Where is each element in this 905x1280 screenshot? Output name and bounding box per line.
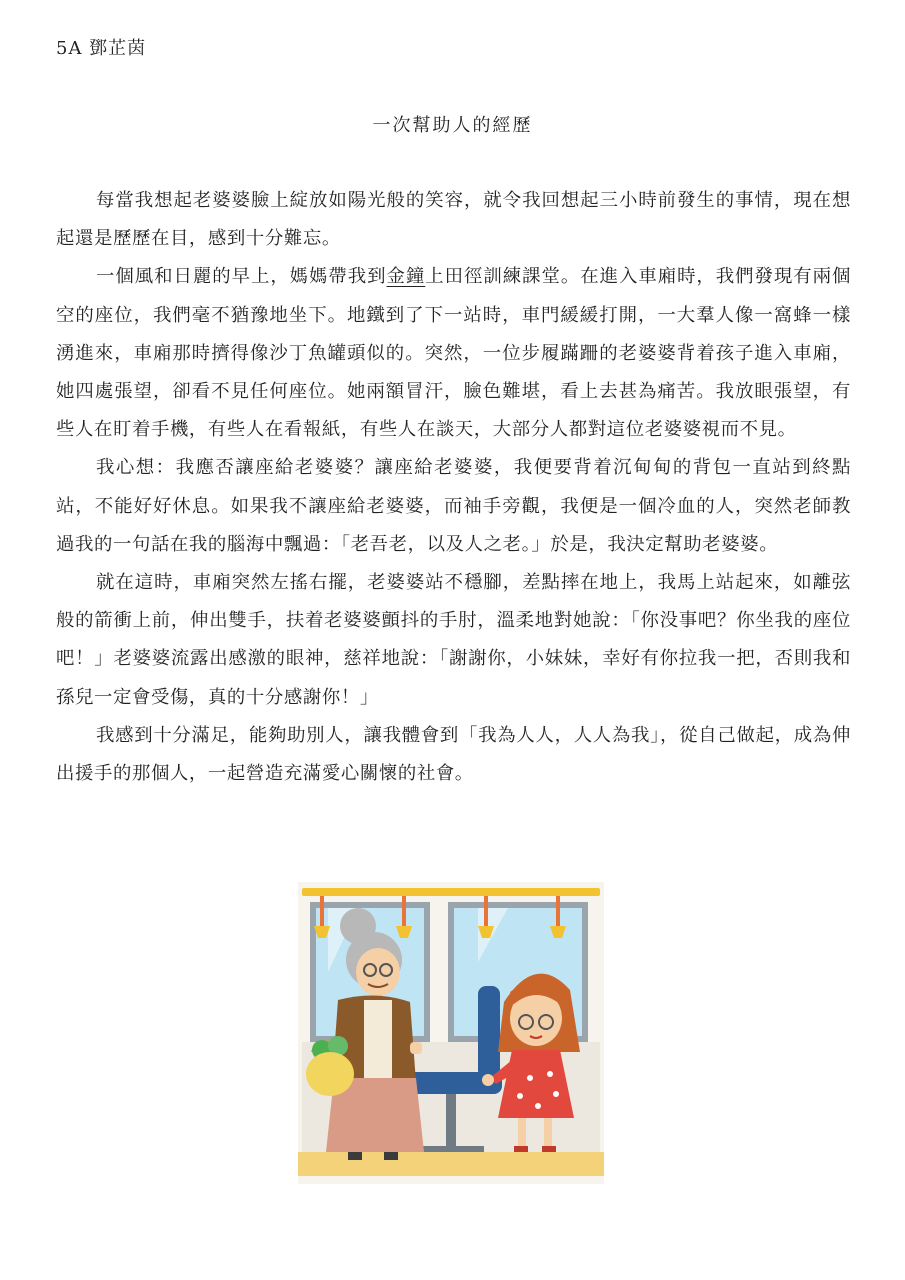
- essay-title: 一次幫助人的經歷: [372, 115, 533, 136]
- author-name: 5A 鄧芷茵: [56, 38, 147, 59]
- paragraph-5: [56, 717, 851, 793]
- paragraph-text: 上田徑訓練課堂。在進入車廂時，我們發現有兩個空的座位，我們毫不猶豫地坐下。地鐵到了下一站時，車門緩緩打開，一大羣人像一窩蜂一樣湧進來，車廂那時擠得像沙丁魚罐頭似的。突然，一位步履蹣跚的老婆婆背着孩子進入車廂，她四處張望，卻看不見任何座位。她兩額冒汗，臉色難堪，看上去甚為痛苦。我放眼張望，有些人在盯着手機，有些人在看報紙，有些人在談天，大部分人都對這位老婆婆視而不見。: [56, 266, 852, 441]
- top-rail: [302, 888, 600, 896]
- place-name-underlined: 金鐘: [386, 266, 426, 288]
- paragraph-4: [56, 564, 851, 717]
- essay-body: [56, 182, 851, 793]
- paragraph-text: 每當我想起老婆婆臉上綻放如陽光般的笑容，就令我回想起三小時前發生的事情，現在想起還是歷歷在目，感到十分難忘。: [56, 190, 851, 250]
- paragraph-text: 我感到十分滿足，能夠助別人，讓我體會到「我為人人，人人為我」，從自己做起，成為伸出援手的那個人，一起營造充滿愛心關懷的社會。: [56, 724, 851, 785]
- illustration-svg: [298, 882, 604, 1184]
- train-floor: [298, 1152, 604, 1176]
- paragraph-text: 就在這時，車廂突然左搖右擺，老婆婆站不穩腳，差點摔在地上，我馬上站起來，如離弦般的箭衝上前，伸出雙手，扶着老婆婆顫抖的手肘，溫柔地對她說：「你没事吧？你坐我的座位吧！」老婆婆流露出感激的眼神，慈祥地說：「謝謝你，小妹妹，幸好有你拉我一把，否則我和孫兒一定會受傷，真的十分感謝你！」: [56, 572, 851, 708]
- train-seat-illustration: [298, 882, 604, 1184]
- paragraph-2: [56, 258, 851, 449]
- paragraph-text: 一個風和日麗的早上，媽媽帶我到: [96, 266, 387, 288]
- paragraph-3: [56, 449, 851, 564]
- paragraph-text: 我心想：我應否讓座給老婆婆？讓座給老婆婆，我便要背着沉甸甸的背包一直站到終點站，不能好好休息。如果我不讓座給老婆婆，而袖手旁觀，我便是一個冷血的人，突然老師教過我的一句話在我的腦海中飄過：「老吾老，以及人之老。」於是，我決定幫助老婆婆。: [56, 457, 851, 555]
- paragraph-1: [56, 182, 851, 258]
